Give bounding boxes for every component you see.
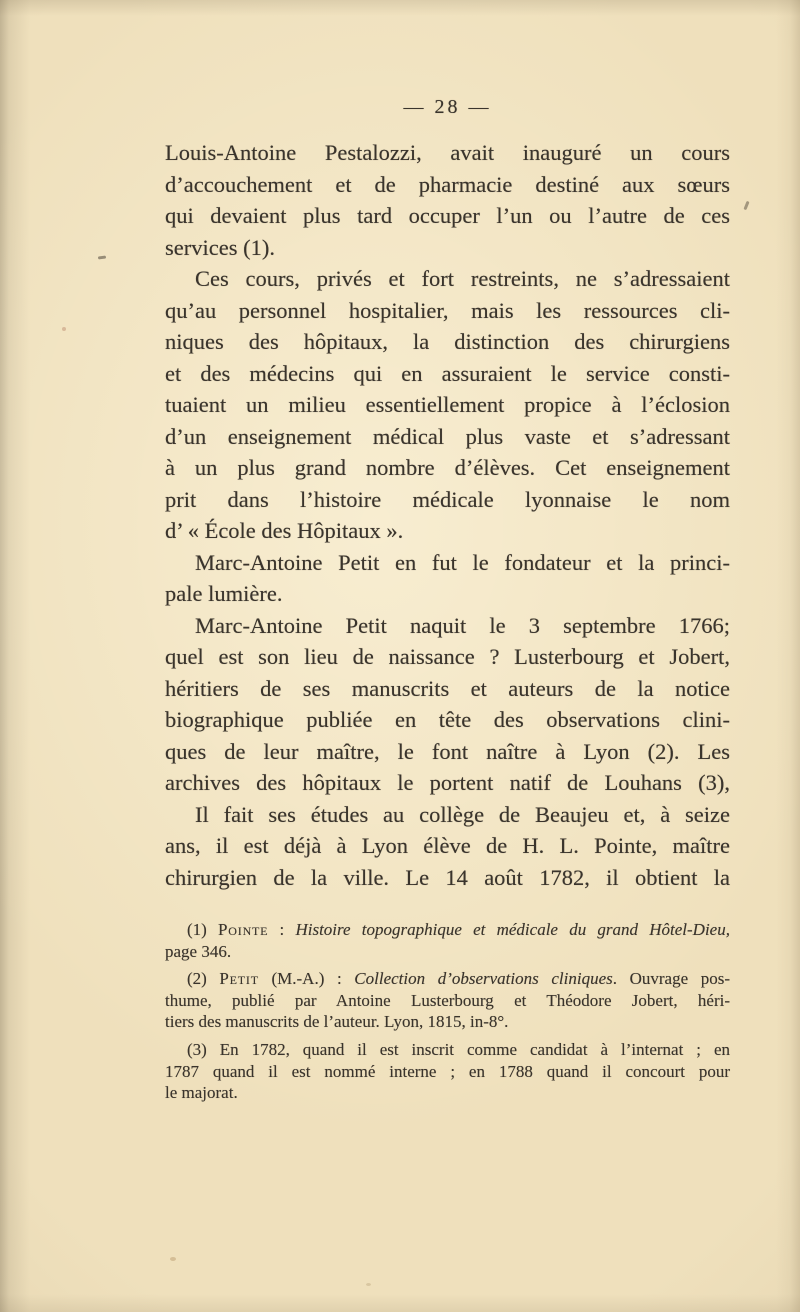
- text-line: Marc-Antoine Petit naquit le 3 septembre 1766;: [195, 612, 730, 638]
- paragraph: [165, 610, 730, 799]
- text-line: qui devaient plus tard occuper l’un ou l’autre de ces: [165, 203, 730, 228]
- paragraph: [165, 799, 730, 894]
- text-run: 1787 quand il est nommé interne ; en 1788 quand il concourt pour: [165, 1061, 730, 1081]
- text-line: ques de leur maître, le font naître à Lyon (2). Les: [165, 738, 730, 764]
- text-line: Il fait ses études au collège de Beaujeu et, à seize: [195, 801, 730, 827]
- text-line: prit dans l’histoire médicale lyonnaise le nom: [165, 486, 730, 512]
- text-line: niques des hôpitaux, la distinction des chirurgiens: [165, 329, 730, 354]
- ink-speck: [743, 201, 749, 210]
- text-run: Histoire topographique et médicale du grand Hôtel-Dieu,: [295, 920, 730, 939]
- text-line: et des médecins qui en assuraient le service consti-: [165, 360, 730, 386]
- text-line: pale lumière.: [165, 581, 283, 606]
- ink-speck: [98, 256, 106, 260]
- text-line: qu’au personnel hospitalier, mais les ressources cli-: [165, 297, 730, 323]
- text-run: tiers des manuscrits de l’auteur. Lyon, 1815, in-8°.: [165, 1012, 509, 1032]
- text-line: ans, il est déjà à Lyon élève de H. L. Pointe, maître: [165, 833, 730, 858]
- footnote-line: [165, 941, 730, 963]
- footnote-line: [165, 1082, 730, 1104]
- footnote: [165, 919, 730, 962]
- footnote-line: [165, 1039, 730, 1061]
- text-line: chirurgien de la ville. Le 14 août 1782, il obtient la: [165, 864, 730, 890]
- text-line: archives des hôpitaux le portent natif de Louhans (3),: [165, 770, 730, 795]
- text-run: (M.-A.) :: [258, 969, 355, 989]
- text-line: d’un enseignement médical plus vaste et s’adressant: [165, 423, 730, 449]
- text-line: services (1).: [165, 234, 275, 260]
- text-run: (3) En 1782, quand il est inscrit comme candidat à l’internat ; en: [187, 1039, 730, 1059]
- text-line: Ces cours, privés et fort restreints, ne s’adressaient: [195, 266, 730, 291]
- text-run: (1): [187, 920, 219, 939]
- footnote-line: [165, 919, 730, 941]
- text-line: d’accouchement et de pharmacie destiné aux sœurs: [165, 171, 730, 197]
- footnote-line: [165, 968, 730, 990]
- text-line: d’ « École des Hôpitaux ».: [165, 518, 404, 543]
- paragraph: [165, 137, 730, 263]
- footnote-line: [165, 990, 730, 1012]
- text-run: :: [268, 920, 296, 939]
- text-run: page 346.: [165, 941, 232, 961]
- text-line: Louis-Antoine Pestalozzi, avait inauguré un cours: [165, 140, 730, 165]
- text-run: Petit: [219, 969, 259, 989]
- text-run: Pointe: [218, 920, 269, 939]
- body-text: [165, 137, 730, 893]
- paper-speck: [62, 327, 66, 331]
- text-run: . Ouvrage pos-: [612, 969, 730, 989]
- text-line: quel est son lieu de naissance ? Lusterbourg et Jobert,: [165, 644, 730, 669]
- text-line: biographique publiée en tête des observations clini-: [165, 707, 730, 732]
- text-line: Marc-Antoine Petit en fut le fondateur et la princi-: [195, 549, 730, 575]
- footnotes: [165, 919, 730, 1110]
- text-run: (2): [187, 969, 220, 989]
- text-line: héritiers de ses manuscrits et auteurs de la notice: [165, 675, 730, 701]
- text-run: thume, publié par Antoine Lusterbourg et Théodore Jobert, héri-: [165, 990, 730, 1010]
- paragraph: [165, 263, 730, 547]
- footnote: [165, 968, 730, 1033]
- footnote: [165, 1039, 730, 1104]
- text-line: à un plus grand nombre d’élèves. Cet enseignement: [165, 455, 730, 480]
- text-run: le majorat.: [165, 1083, 238, 1103]
- paragraph: [165, 547, 730, 610]
- footnote-line: [165, 1061, 730, 1083]
- paper-speck: [170, 1257, 176, 1261]
- text-run: Collection d’observations cliniques: [354, 969, 613, 989]
- paper-speck: [366, 1283, 371, 1286]
- footnote-line: [165, 1011, 730, 1033]
- page-number: — 28 —: [403, 96, 492, 118]
- text-line: tuaient un milieu essentiellement propice à l’éclosion: [165, 392, 730, 417]
